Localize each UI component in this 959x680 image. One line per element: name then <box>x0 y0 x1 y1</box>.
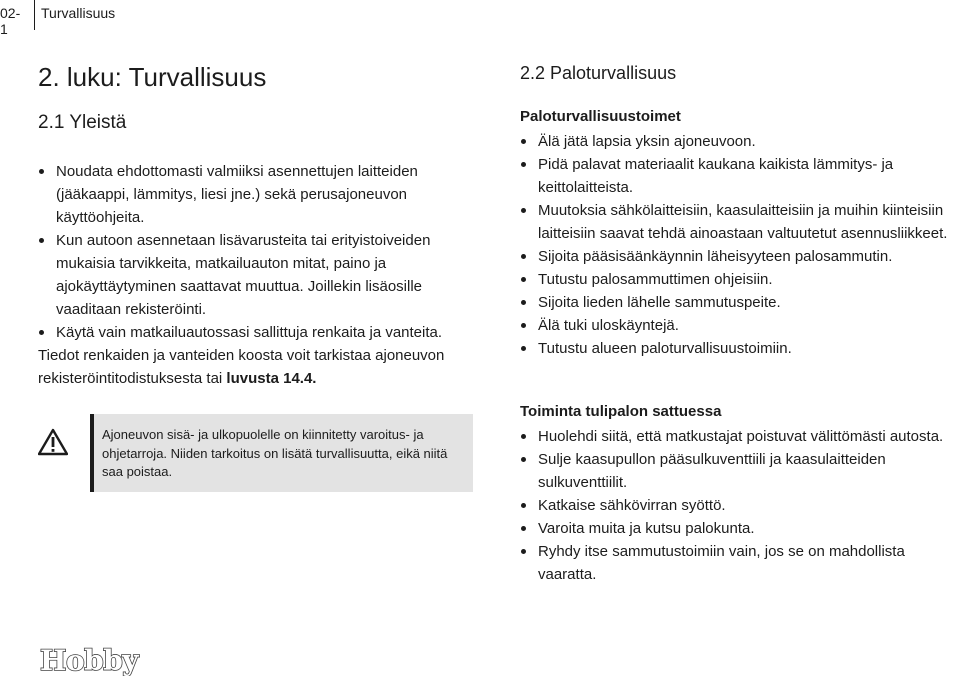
general-bullet-list <box>38 160 458 344</box>
list-item: Tutustu palosammuttimen ohjeisiin. <box>520 268 952 291</box>
list-item: Noudata ehdottomasti valmiiksi asennettujen laitteiden (jääkaappi, lämmitys, liesi jne.) sekä perusajoneuvon käyttöohjeita. <box>38 160 458 229</box>
page-number: 02-1 <box>0 5 21 37</box>
fire-measures-list <box>520 130 952 360</box>
list-item: Älä tuki uloskäyntejä. <box>520 314 952 337</box>
list-item: Muutoksia sähkölaitteisiin, kaasulaitteisiin ja muihin kiinteisiin laitteisiin saavat tehdä ainoastaan valtuutetut asennusliikkeet. <box>520 199 952 245</box>
list-item: Pidä palavat materiaalit kaukana kaikista lämmitys- ja keittolaitteista. <box>520 153 952 199</box>
header-divider <box>34 0 35 30</box>
warning-text: Ajoneuvon sisä- ja ulkopuolelle on kiinnitetty varoitus- ja ohjetarroja. Niiden tarkoitus on lisätä turvallisuutta, eikä niitä saa poistaa. <box>102 427 448 479</box>
tyre-info-paragraph <box>38 344 473 390</box>
list-item: Huolehdi siitä, että matkustajat poistuvat välittömästi autosta. <box>520 425 952 448</box>
fire-action-list <box>520 425 952 586</box>
list-item: Ryhdy itse sammutustoimiin vain, jos se on mahdollista vaaratta. <box>520 540 952 586</box>
section-title-general: 2.1 Yleistä <box>38 112 127 133</box>
header-title: Turvallisuus <box>41 5 116 21</box>
list-item: Tutustu alueen paloturvallisuustoimiin. <box>520 337 952 360</box>
list-item: Varoita muita ja kutsu palokunta. <box>520 517 952 540</box>
tyre-info-text: Tiedot renkaiden ja vanteiden koosta voit tarkistaa ajoneuvon rekisteröintitodistuksesta tai <box>38 347 445 387</box>
list-item: Sijoita lieden lähelle sammutuspeite. <box>520 291 952 314</box>
chapter-title: 2. luku: Turvallisuus <box>38 62 267 92</box>
tyre-info-reference: luvusta 14.4. <box>226 370 317 387</box>
list-item: Kun autoon asennetaan lisävarusteita tai erityistoiveiden mukaisia tarvikkeita, matkailuauton mitat, paino ja ajokäyttäytyminen saattavat muuttua. Joillekin lisäosille vaaditaan rekisteröinti. <box>38 229 458 321</box>
subsection-title-fire-measures: Paloturvallisuustoimet <box>520 108 681 125</box>
hobby-logo <box>40 642 140 676</box>
subsection-title-fire-action: Toiminta tulipalon sattuessa <box>520 403 722 420</box>
list-item: Käytä vain matkailuautossasi sallittuja renkaita ja vanteita. <box>38 321 458 344</box>
list-item: Sijoita pääsisäänkäynnin läheisyyteen palosammutin. <box>520 245 952 268</box>
list-item: Sulje kaasupullon pääsulkuventtiili ja kaasulaitteiden sulkuventtiilit. <box>520 448 952 494</box>
logo-text: Hobby <box>40 644 139 676</box>
list-item: Älä jätä lapsia yksin ajoneuvoon. <box>520 130 952 153</box>
warning-box <box>90 414 473 492</box>
list-item: Katkaise sähkövirran syöttö. <box>520 494 952 517</box>
warning-triangle-icon <box>38 428 68 456</box>
section-title-fire-safety: 2.2 Paloturvallisuus <box>520 63 677 83</box>
